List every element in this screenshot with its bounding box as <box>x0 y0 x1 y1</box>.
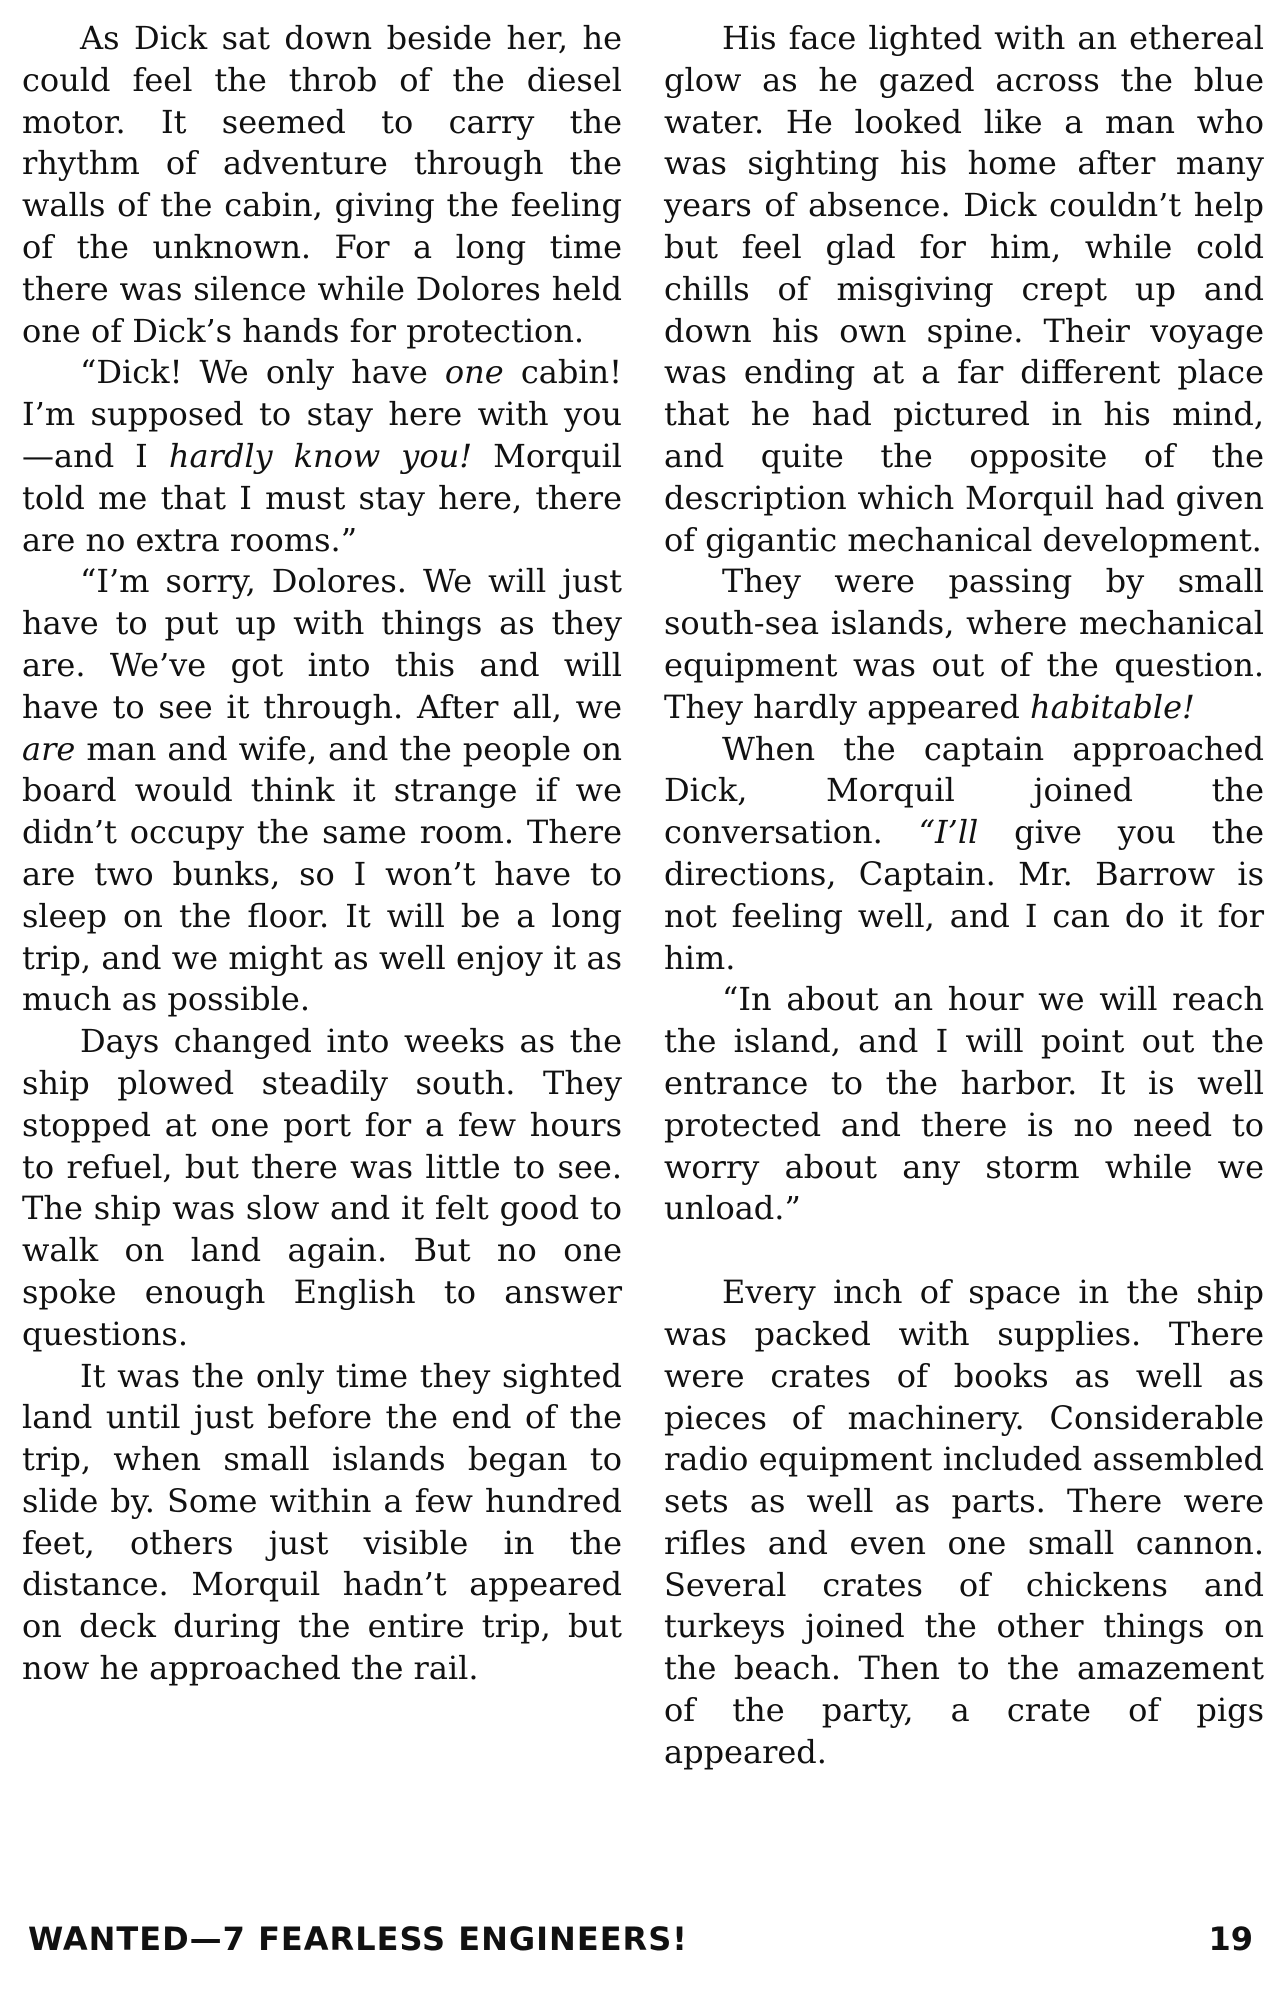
paragraph: It was the only time they sighted land until just before the end of the trip, when small islands began to slide by. Some within a few hundred feet, others just visible in the distance. Morquil hadn’t appeared on deck during the entire trip, but now he approached the rail. <box>22 1356 622 1688</box>
paragraph: As Dick sat down beside her, he could feel the throb of the diesel motor. It seemed to carry the rhythm of adventure through the walls of the cabin, giving the feeling of the unknown. For a long time there was silence while Dolores held one of Dick’s hands for protection. <box>22 19 622 350</box>
paragraph: Every inch of space in the ship was packed with supplies. There were crates of books as well as pieces of machinery. Considerable radio equipment included assembled sets as well as parts. There were rifles and even one small cannon. Several crates of chickens and turkeys joined the other things on the beach. Then to the amazement of the party, a crate of pigs appeared. <box>664 1273 1264 1771</box>
right-text-column <box>664 18 1264 1774</box>
emphasis: hardly know you! <box>168 436 473 475</box>
paragraph: His face lighted with an ethereal glow as he gazed across the blue water. He looked like a man who was sighting his home after many years of absence. Dick couldn’t help but feel glad for him, while cold chills of misgiving crept up and down his own spine. Their voyage was ending at a far different place that he had pictured in his mind, and quite the opposite of the description which Morquil had given of gigantic mechanical development. <box>664 19 1264 559</box>
paragraph: “Dick! We only have one cabin! I’m supposed to stay here with you—and I hardly know you! Morquil told me that I must stay here, there are no extra rooms.” <box>22 353 623 559</box>
page-footer <box>28 1920 1253 1970</box>
emphasis: habitable! <box>1030 687 1195 726</box>
paragraph: When the captain approached Dick, Morquil joined the conversation. “I’ll give you the directions, Captain. Mr. Barrow is not feeling well, and I can do it for him. <box>664 729 1265 977</box>
emphasis: one <box>444 353 504 392</box>
paragraph: Days changed into weeks as the ship plowed steadily south. They stopped at one port for a few hours to refuel, but there was little to see. The ship was slow and it felt good to walk on land again. But no one spoke enough English to answer questions. <box>22 1022 622 1353</box>
page-number: 19 <box>1208 1920 1253 1958</box>
paragraph: They were passing by small south-sea islands, where mechanical equipment was out of the question. They hardly appeared habitable! <box>664 562 1264 726</box>
left-text-column <box>22 18 622 1690</box>
paragraph: “In about an hour we will reach the island, and I will point out the entrance to the harbor. It is well protected and there is no need to worry about any storm while we unload.” <box>664 980 1264 1228</box>
emphasis: “I’ll <box>918 813 979 852</box>
emphasis: are <box>22 729 76 768</box>
running-title: WANTED—7 FEARLESS ENGINEERS! <box>28 1920 688 1958</box>
paragraph: “I’m sorry, Dolores. We will just have to put up with things as they are. We’ve got into this and will have to see it through. After all, we are man and wife, and the people on board would think it strange if we didn’t occupy the same room. There are two bunks, so I won’t have to sleep on the floor. It will be a long trip, and we might as well enjoy it as much as possible. <box>22 562 622 1019</box>
